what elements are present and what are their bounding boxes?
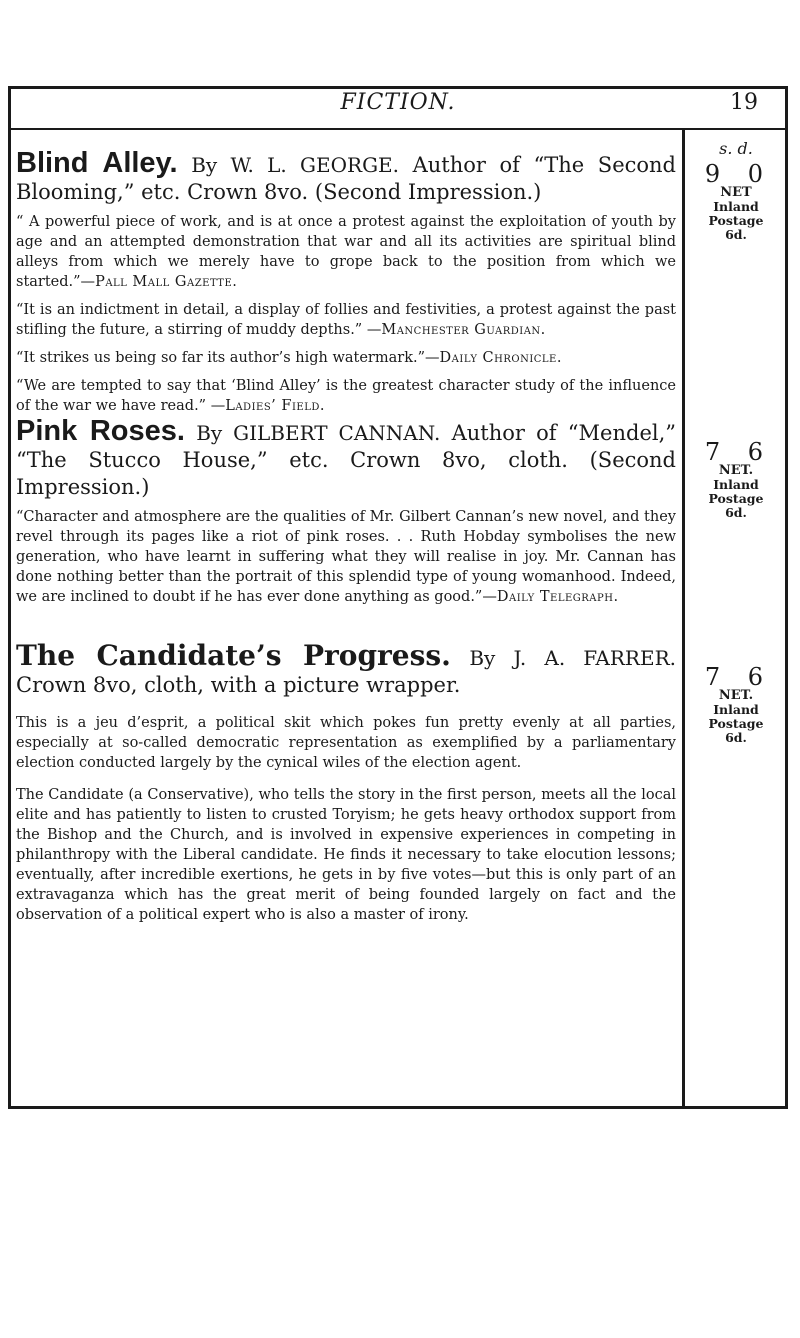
description-paragraph: The Candidate (a Conservative), who tells the story in the first person, meets all the local elite and has patiently to listen to crusted Toryism; he gets heavy orthodox support from the Bishop and the Church, and is involved in expensive experiences in competing in philanthropy with the Liberal candidate. He finds it necessary to take elocution lessons; eventually, after incredible exertions, he gets in by five votes—but this is only part of an extravaganza which has the great merit of being founded largely on fact and the observation of a political expert who is also a master of irony. — [16, 787, 676, 923]
book-title: The Candidate’s Progress. — [16, 639, 451, 672]
review-quote: “ A powerful piece of work, and is at once a protest against the exploitation of youth by age and an attempted demonstration that war and all its activities are spiritual blind alleys from which we merely have to grope back to the position from which we started.”—Pall Mall Gazette. — [16, 214, 676, 290]
review-source: Daily Telegraph. — [496, 589, 619, 605]
description-paragraph: This is a jeu d’esprit, a political skit which pokes fun pretty evenly at all parties, especially at so-called democratic representation as exemplified by a parliamentary election conducted largely by the cynical wiles of the election agent. — [16, 715, 676, 771]
price-column-rule — [682, 130, 685, 1109]
review-quote: “It is an indictment in detail, a display of follies and festivities, a protest against the past stifling the future, a stirring of muddy depths.” —Manchester Guardian. — [16, 302, 676, 338]
postage-line: Postage — [708, 491, 764, 506]
postage-line: Inland — [713, 477, 759, 492]
book-details: Author of “Mendel,” “The Stucco House,” etc. Crown 8vo, cloth. (Second Impression.) — [16, 421, 676, 499]
book-byline: By J. A. FARRER. — [469, 646, 677, 670]
book-byline: By W. L. GEORGE. — [191, 153, 400, 177]
entry-heading — [16, 639, 677, 699]
price-column-header — [690, 140, 782, 158]
book-details: Author of “The Second Blooming,” etc. Crown 8vo. (Second Impression.) — [16, 153, 676, 204]
price-block-pink-roses — [690, 440, 782, 520]
postage-line: 6d. — [725, 730, 747, 745]
postage-line: Postage — [708, 213, 764, 228]
review-source: Pall Mall Gazette. — [95, 274, 238, 290]
postage-line: 6d. — [725, 505, 747, 520]
price-amount: 7 6 — [704, 663, 774, 691]
price-net-label: NET. — [718, 688, 754, 703]
review-source: Manchester Guardian. — [381, 322, 546, 338]
postage-line: Inland — [713, 702, 759, 717]
running-title: FICTION. — [340, 90, 456, 115]
book-title: Pink Roses. — [16, 415, 185, 447]
review-quote: “We are tempted to say that ‘Blind Alley’ is the greatest character study of the influence of the war we have read.” —Ladies’ Field. — [16, 378, 676, 414]
entry-heading — [16, 415, 676, 501]
price-amount: 7 6 — [704, 438, 774, 466]
review-source: Daily Chronicle. — [439, 350, 562, 366]
page-header — [8, 86, 788, 130]
price-net-label: NET — [720, 185, 752, 200]
book-entry-blind-alley — [16, 147, 676, 416]
book-byline: By GILBERT CANNAN. — [196, 421, 441, 445]
currency-label: s. d. — [719, 139, 753, 158]
price-net-label: NET. — [718, 463, 754, 478]
book-title: Blind Alley. — [16, 147, 178, 179]
book-entry-candidates-progress — [16, 639, 677, 925]
page-number: 19 — [730, 90, 758, 115]
postage-line: 6d. — [725, 227, 747, 242]
postage-line: Postage — [708, 716, 764, 731]
book-details: Crown 8vo, cloth, with a picture wrapper. — [16, 673, 461, 697]
price-amount: 9 0 — [704, 160, 774, 188]
review-quote: “It strikes us being so far its author’s high watermark.”—Daily Chronicle. — [16, 350, 562, 366]
book-entry-pink-roses — [16, 415, 676, 607]
review-source: Ladies’ Field. — [225, 398, 325, 414]
review-quote: “Character and atmosphere are the qualities of Mr. Gilbert Cannan’s new novel, and they revel through its pages like a riot of pink roses. . . Ruth Hobday symbolises the new generation, who have learnt in suffering what they will realise in joy. Mr. Cannan has done nothing better than the portrait of this splendid type of young womanhood. Indeed, we are inclined to doubt if he has ever done anything as good.”—Daily Telegraph. — [16, 509, 676, 605]
price-block-candidates-progress — [690, 665, 782, 745]
postage-line: Inland — [713, 199, 759, 214]
entry-heading — [16, 147, 676, 206]
price-block-blind-alley — [690, 162, 782, 242]
